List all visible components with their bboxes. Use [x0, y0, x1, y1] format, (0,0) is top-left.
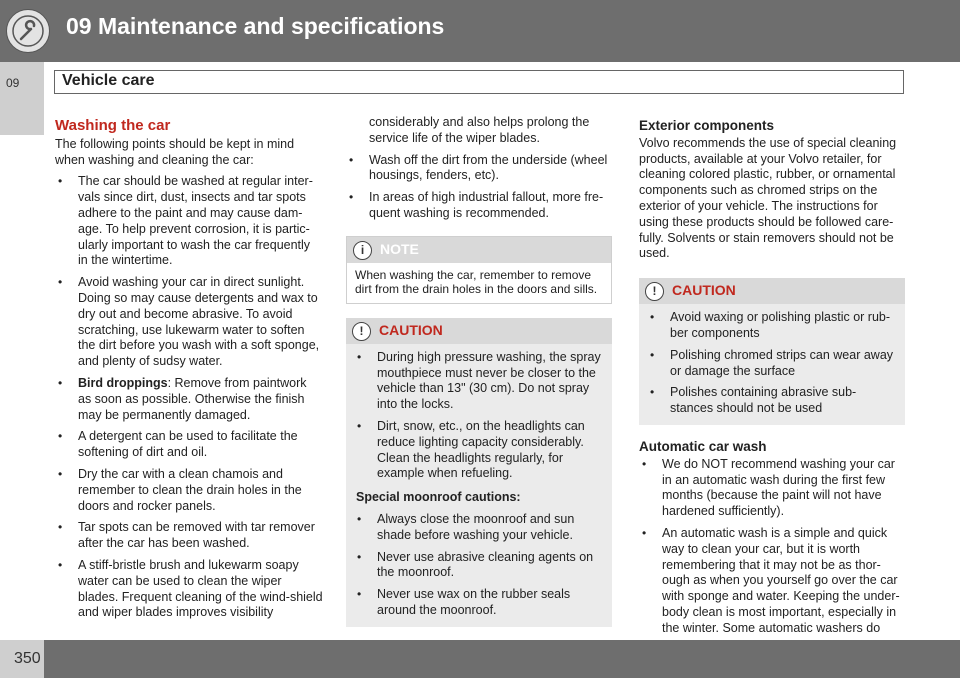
note-label: NOTE	[380, 240, 419, 257]
caution-bullet-list	[346, 350, 612, 482]
washing-intro: The following points should be kept in mind when washing and cleaning the car:	[55, 136, 295, 167]
column-washing	[55, 118, 323, 621]
footer-band	[0, 640, 960, 678]
list-item: • Tar spots can be removed with tar remover after the car has been washed.	[58, 520, 315, 551]
list-item: • Avoid washing your car in direct sunlight. Doing so may cause detergents and wax to dry out and become abrasive. To avoid scratching, use lukewarm water to soften the dirt before you wash with a soft sponge, and plenty of sudsy water.	[58, 275, 320, 369]
bullet-icon: •	[357, 511, 362, 526]
warning-icon: !	[352, 322, 371, 341]
bullet-icon: •	[650, 310, 655, 325]
moonroof-caution-heading: Special moonroof cautions:	[356, 490, 521, 505]
info-icon: i	[353, 241, 372, 260]
list-item: • Polishes containing abrasive sub-stances should not be used	[650, 385, 857, 416]
list-item: • Always close the moonroof and sun shade before washing your vehicle.	[357, 511, 575, 542]
automatic-wash-heading: Automatic car wash	[639, 438, 767, 454]
list-item: • Never use wax on the rubber seals around the moonroof.	[357, 587, 571, 617]
washing-heading: Washing the car	[55, 117, 171, 134]
caution-box-exterior	[639, 278, 905, 425]
note-header	[347, 237, 611, 263]
automatic-wash-bullet-list	[639, 457, 905, 637]
bullet-icon: •	[58, 557, 63, 572]
bullet-icon: •	[357, 549, 362, 564]
list-item: • Dry the car with a clean chamois and remember to clean the drain holes in the doors and rocker panels.	[58, 466, 302, 513]
continued-text: considerably and also helps prolong the service life of the wiper blades.	[369, 115, 590, 145]
note-text: When washing the car, remember to remove dirt from the drain holes in the doors and sills.	[355, 267, 598, 296]
warning-icon: !	[645, 282, 664, 301]
caution-box-washing	[346, 318, 612, 627]
bullet-icon: •	[642, 456, 647, 471]
wrench-logo-icon	[6, 9, 50, 53]
caution-bullet-list	[639, 310, 905, 417]
list-item: • In areas of high industrial fallout, more fre-quent washing is recommended.	[349, 190, 604, 220]
page-number: 350	[14, 650, 41, 667]
bullet-icon: •	[58, 466, 63, 481]
caution-header	[346, 318, 612, 344]
caution-label: CAUTION	[379, 321, 443, 338]
column-washing-continued	[346, 115, 612, 627]
list-item: • The car should be washed at regular inter-vals since dirt, dust, insects and tar spots adhere to the paint and may cause dam-age. To help prevent corrosion, it is partic-ularly important to wash the car frequently in the wintertime.	[58, 174, 313, 268]
list-item: • During high pressure washing, the spray mouthpiece must never be closer to the vehicle than 13" (30 cm). Do not spray into the locks.	[357, 349, 601, 412]
list-item: • Wash off the dirt from the underside (wheel housings, fenders, etc).	[349, 152, 608, 183]
list-item: • Never use abrasive cleaning agents on the moonroof.	[357, 549, 594, 580]
bullet-icon: •	[58, 275, 63, 290]
bullet-icon: •	[58, 375, 63, 390]
bullet-icon: •	[58, 520, 63, 535]
caution-header	[639, 278, 905, 304]
chapter-title: 09 Maintenance and specifications	[66, 13, 445, 39]
side-tab	[0, 62, 44, 135]
bullet-icon: •	[349, 190, 354, 205]
moonroof-bullet-list	[346, 512, 612, 619]
caution-label: CAUTION	[672, 282, 736, 299]
exterior-heading: Exterior components	[639, 118, 775, 133]
washing-bullet-list	[55, 174, 323, 621]
bullet-icon: •	[58, 174, 63, 189]
bullet-icon: •	[357, 349, 362, 364]
bullet-icon: •	[357, 418, 362, 433]
bullet-icon: •	[650, 385, 655, 400]
bird-droppings-label: Bird droppings	[78, 375, 168, 390]
exterior-paragraph: Volvo recommends the use of special cleaning products, available at your Volvo retailer, for cleaning colored plastic, rubber, or ornamental components such as chromed strips on the exterior of your vehicle. The instructions for using these products should be followed care-fully. Solvents or stain removers should not be used.	[639, 135, 897, 261]
note-box	[346, 236, 612, 304]
section-header	[54, 70, 904, 94]
column-exterior	[639, 118, 905, 637]
list-item: • Avoid waxing or polishing plastic or rub-ber components	[650, 310, 891, 340]
washing-bullet-list-continued	[346, 153, 612, 222]
list-item: • An automatic wash is a simple and quick way to clean your car, but it is worth remembering that it may not be as thor-ough as when you yourself go over the car with sponge and water. Keeping the under-body clean is most important, especially in the winter. Some automatic washers do	[642, 525, 900, 635]
list-item: • Polishing chromed strips can wear away or damage the surface	[650, 347, 894, 378]
list-item: • Dirt, snow, etc., on the headlights can reduce lighting capacity considerably. Clean the headlights regularly, for example when refueling.	[357, 418, 585, 481]
section-title: Vehicle care	[62, 72, 155, 89]
bullet-icon: •	[650, 347, 655, 362]
bullet-icon: •	[58, 429, 63, 444]
bullet-icon: •	[357, 587, 362, 602]
list-item: • A detergent can be used to facilitate the softening of dirt and oil.	[58, 429, 298, 460]
list-item: • Bird droppings: Remove from paintwork as soon as possible. Otherwise the finish may be permanently damaged.	[58, 375, 307, 422]
list-item: • A stiff-bristle brush and lukewarm soapy water can be used to clean the wiper blades. Frequent cleaning of the wind-shield and wiper blades improves visibility	[58, 557, 323, 620]
side-tab-label: 09	[6, 76, 20, 90]
bullet-icon: •	[349, 152, 354, 167]
bullet-icon: •	[642, 525, 647, 540]
list-item: • We do NOT recommend washing your car in an automatic wash during the first few months (because the paint will not have hardened sufficiently).	[642, 456, 895, 519]
